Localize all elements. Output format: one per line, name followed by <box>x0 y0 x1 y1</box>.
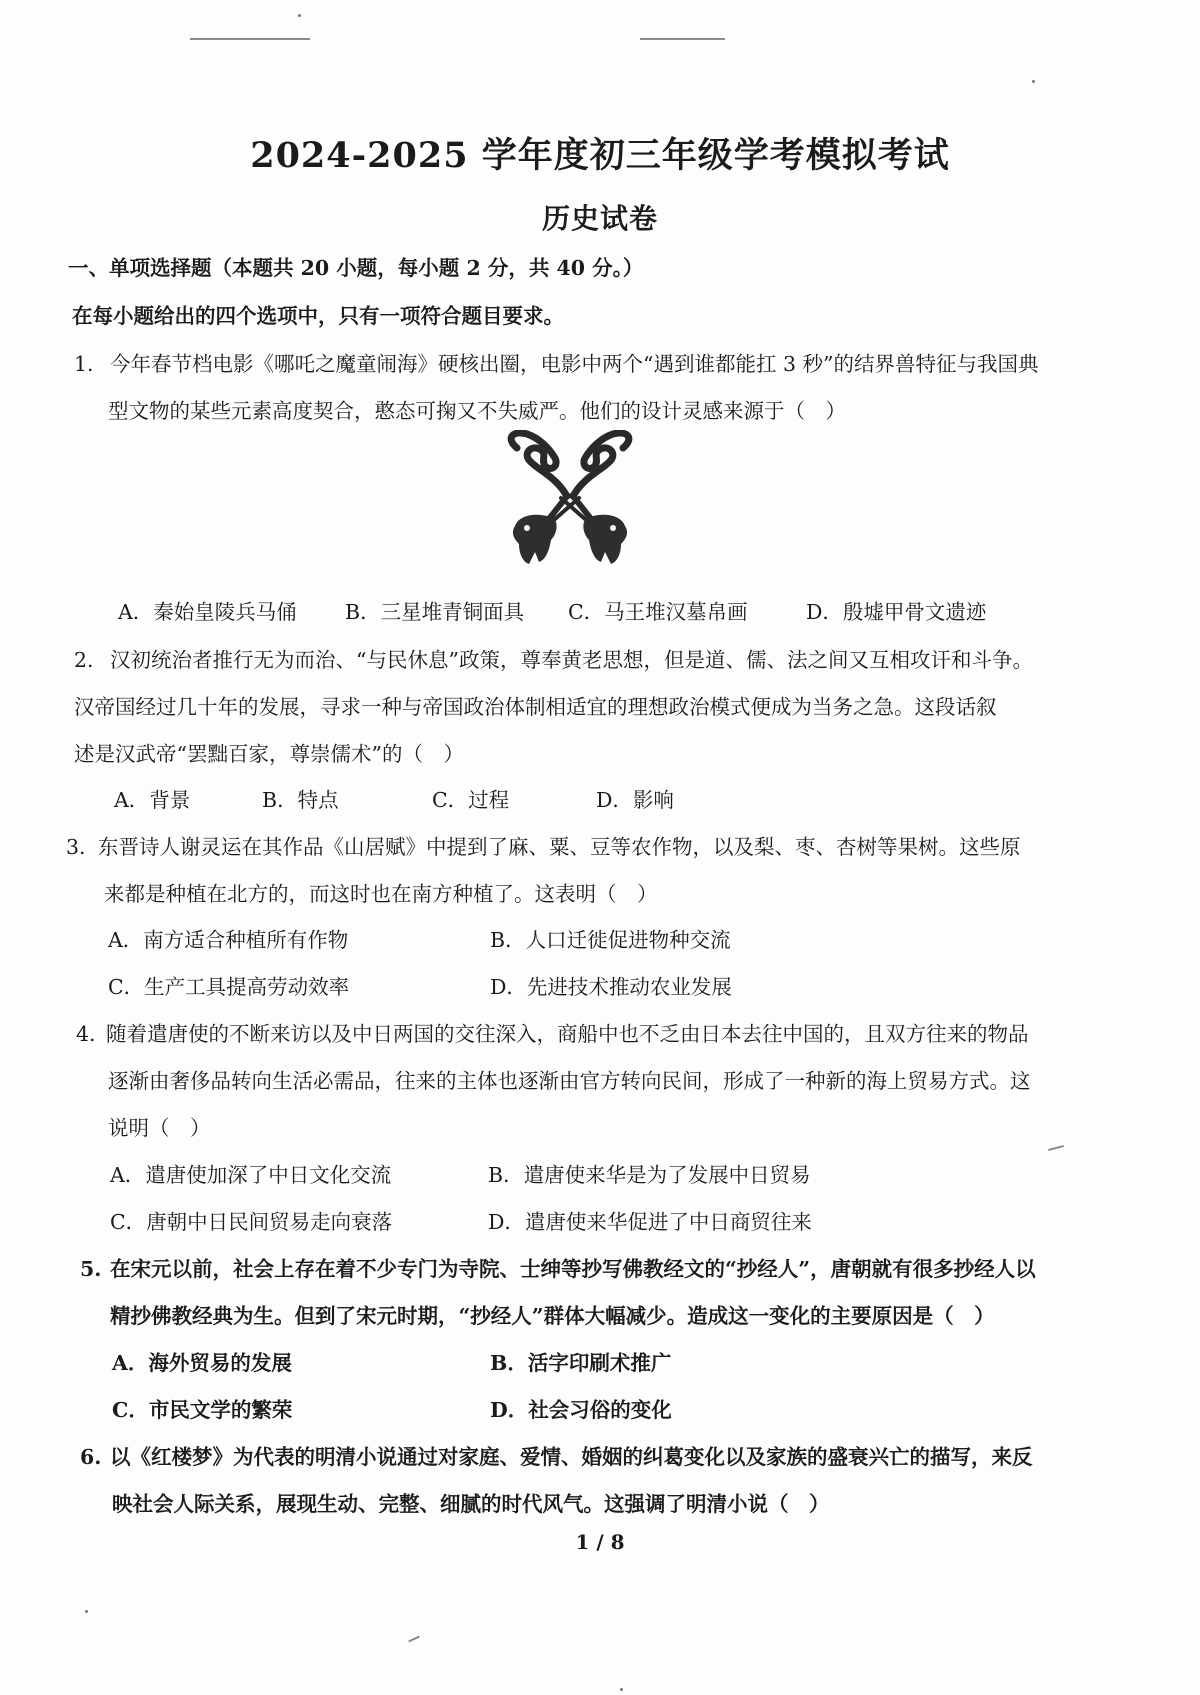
option-b: B．遣唐使来华是为了发展中日贸易 <box>488 1163 811 1187</box>
option-b: B．活字印刷术推广 <box>490 1351 672 1375</box>
option-a: A．海外贸易的发展 <box>112 1351 292 1375</box>
option-a: A．遣唐使加深了中日文化交流 <box>110 1163 392 1187</box>
exam-title: 2024-2025 学年度初三年级学考模拟考试 <box>250 135 950 176</box>
option-d: D．遣唐使来华促进了中日商贸往来 <box>488 1210 812 1234</box>
scan-artifact-dot <box>85 1610 88 1613</box>
question-line <box>76 1019 1029 1049</box>
option-c: C．生产工具提高劳动效率 <box>108 975 350 999</box>
question-text: 以《红楼梦》为代表的明清小说通过对家庭、爱情、婚姻的纠葛变化以及家族的盛衰兴亡的描写，来反 <box>110 1445 1033 1469</box>
question-text: 汉初统治者推行无为而治、“与民休息”政策，尊奉黄老思想，但是道、儒、法之间又互相攻讦和斗争。 <box>110 648 1033 672</box>
scan-artifact-line <box>190 38 310 40</box>
option-d: D．先进技术推动农业发展 <box>490 975 732 999</box>
question-line: 述是汉武帝“罢黜百家，尊崇儒术”的（ ） <box>74 742 464 766</box>
question-line <box>74 645 1033 675</box>
option-a: A．背景 <box>114 788 191 812</box>
scan-artifact-line <box>1048 1145 1064 1151</box>
option-b: B．特点 <box>262 788 339 812</box>
scan-artifact-dot <box>620 1688 623 1691</box>
question-number: 6. <box>80 1445 102 1469</box>
option-c: C．市民文学的繁荣 <box>112 1398 293 1422</box>
scan-artifact-dot <box>1032 80 1035 83</box>
scan-artifact-line <box>408 1636 420 1642</box>
question-line: 说明（ ） <box>108 1116 211 1140</box>
question-line <box>74 349 1039 379</box>
question-line: 精抄佛教经典为生。但到了宋元时期，“抄经人”群体大幅减少。造成这一变化的主要原因是（ ） <box>110 1304 995 1328</box>
option-b: B．人口迁徙促进物种交流 <box>490 928 731 952</box>
scan-artifact-line <box>640 38 725 40</box>
question-number: 3. <box>66 835 86 859</box>
page-number: 1 / 8 <box>575 1530 625 1554</box>
option-d: D．影响 <box>596 788 674 812</box>
question-line: 汉帝国经过几十年的发展，寻求一种与帝国政治体制相适宜的理想政治模式便成为当务之急。这段话叙 <box>74 695 997 719</box>
question-text: 在宋元以前，社会上存在着不少专门为寺院、士绅等抄写佛教经文的“抄经人”，唐朝就有很多抄经人以 <box>110 1257 1036 1281</box>
option-b: B．三星堆青铜面具 <box>345 600 525 624</box>
question-number: 2. <box>74 648 94 672</box>
question-text: 随着遣唐使的不断来访以及中日两国的交往深入，商船中也不乏由日本去往中国的，且双方往来的物品 <box>106 1022 1029 1046</box>
exam-subtitle: 历史试卷 <box>541 202 658 235</box>
question-text: 东晋诗人谢灵运在其作品《山居赋》中提到了麻、粟、豆等农作物，以及梨、枣、杏树等果树。这些原 <box>98 835 1021 859</box>
section-heading: 一、单项选择题（本题共 20 小题，每小题 2 分，共 40 分。） <box>68 256 644 280</box>
question-number: 4. <box>76 1022 96 1046</box>
option-d: D．殷墟甲骨文遗迹 <box>806 600 987 624</box>
question-text: 今年春节档电影《哪吒之魔童闹海》硬核出圈，电影中两个“遇到谁都能扛 3 秒”的结界兽特征与我国典 <box>110 352 1039 376</box>
section-instruction: 在每小题给出的四个选项中，只有一项符合题目要求。 <box>72 304 564 328</box>
option-a: A．秦始皇陵兵马俑 <box>118 600 297 624</box>
question-line <box>80 1254 1036 1284</box>
option-c: C．过程 <box>432 788 510 812</box>
question-number: 1. <box>74 352 94 376</box>
option-c: C．马王堆汉墓帛画 <box>568 600 748 624</box>
question-number: 5. <box>80 1257 102 1281</box>
bronze-artifact-figure <box>505 430 635 570</box>
question-line <box>66 832 1021 862</box>
option-c: C．唐朝中日民间贸易走向衰落 <box>110 1210 393 1234</box>
question-line: 逐渐由奢侈品转向生活必需品，往来的主体也逐渐由官方转向民间，形成了一种新的海上贸易方式。这 <box>108 1069 1031 1093</box>
question-line: 映社会人际关系，展现生动、完整、细腻的时代风气。这强调了明清小说（ ） <box>112 1492 830 1516</box>
question-line: 型文物的某些元素高度契合，憨态可掬又不失威严。他们的设计灵感来源于（ ） <box>108 399 846 423</box>
option-a: A．南方适合种植所有作物 <box>108 928 349 952</box>
question-line <box>80 1442 1033 1472</box>
option-d: D．社会习俗的变化 <box>490 1398 672 1422</box>
question-line: 来都是种植在北方的，而这时也在南方种植了。这表明（ ） <box>104 882 658 906</box>
scan-artifact-dot <box>298 14 301 17</box>
